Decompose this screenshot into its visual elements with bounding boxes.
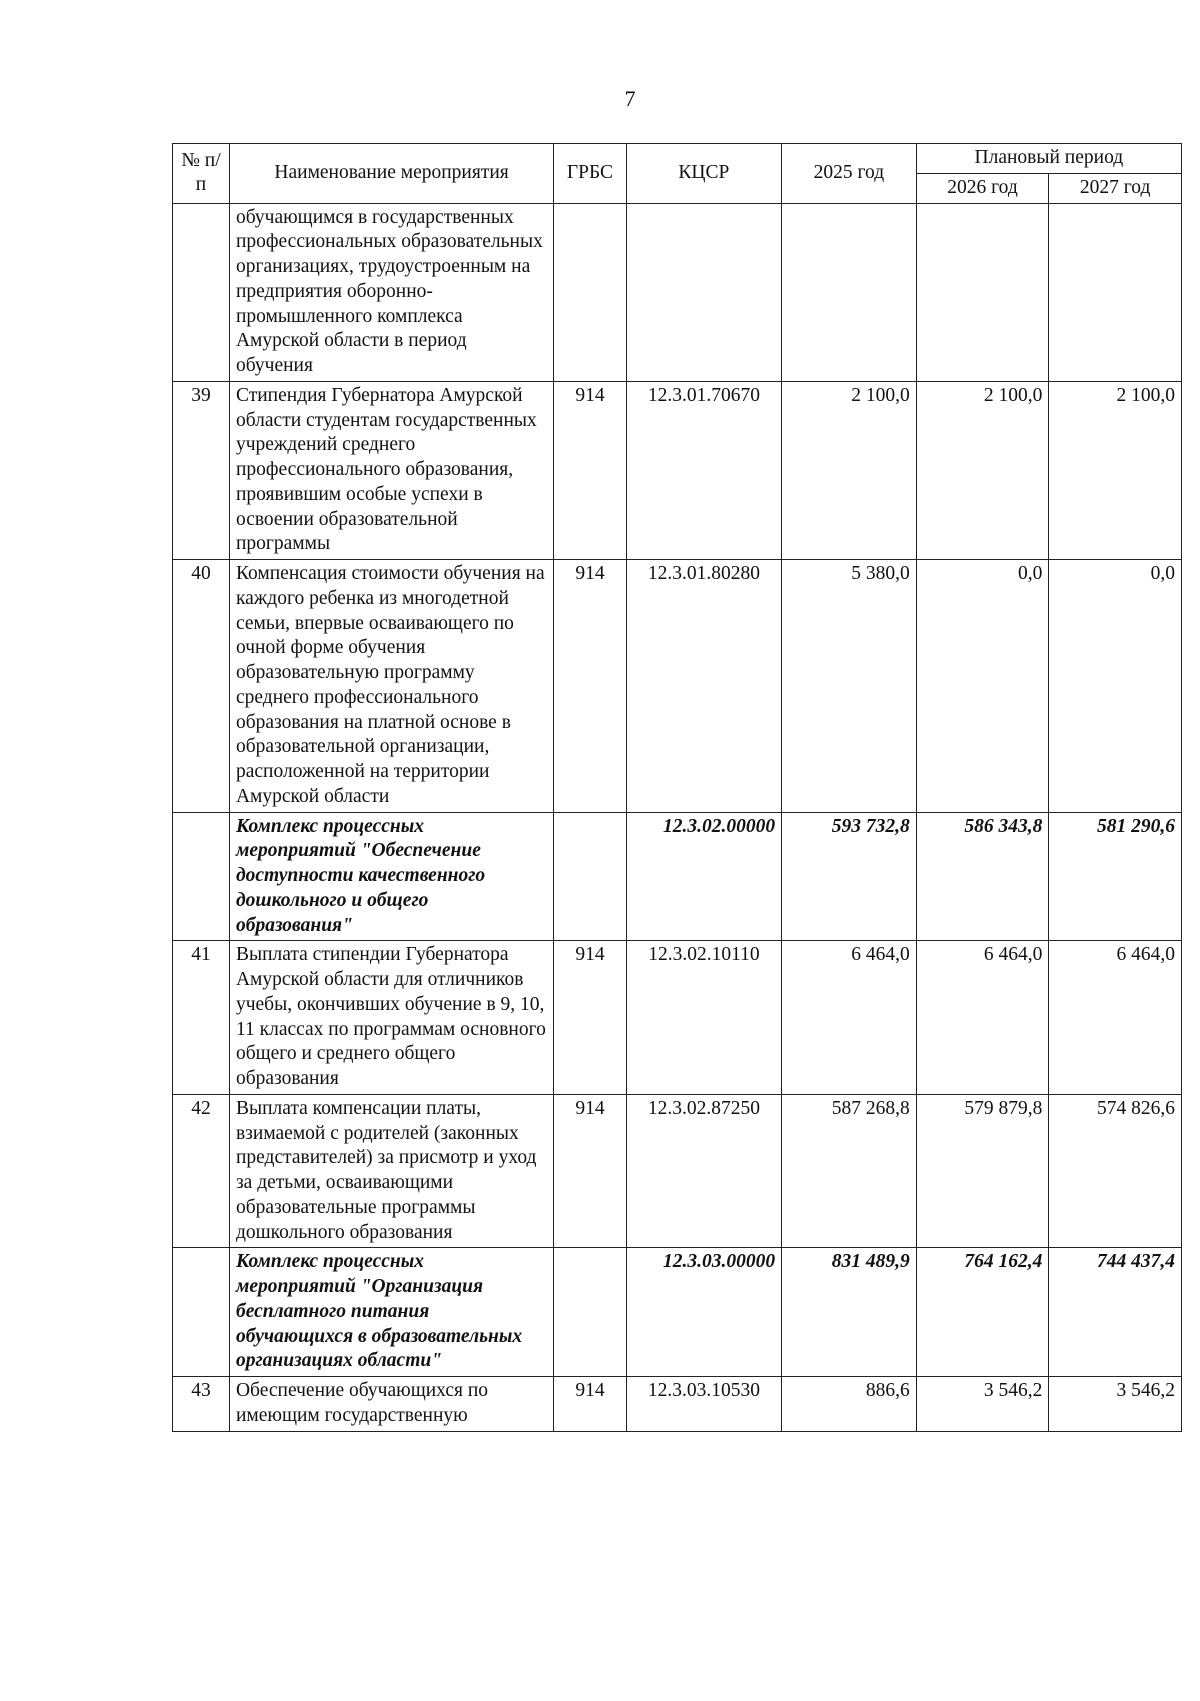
row-grbs <box>554 1248 627 1377</box>
row-2026: 0,0 <box>916 560 1049 813</box>
row-2026: 6 464,0 <box>916 941 1049 1095</box>
row-2027: 6 464,0 <box>1049 941 1182 1095</box>
row-kcsr: 12.3.02.10110 <box>626 941 781 1095</box>
row-name: Компенсация стоимости обучения на каждого ребенка из многодетной семьи, впервые осваивающего по очной форме обучения образовательную программу среднего профессионального образования на платной основе в образовательной организации, расположенной на территории Амурской области <box>229 560 553 813</box>
row-2025 <box>782 203 917 381</box>
row-2025: 831 489,9 <box>782 1248 917 1377</box>
row-2026: 579 879,8 <box>916 1094 1049 1248</box>
row-2025: 886,6 <box>782 1377 917 1432</box>
row-name: Выплата компенсации платы, взимаемой с родителей (законных представителей) за присмотр и уход за детьми, осваивающими образовательные программы дошкольного образования <box>229 1094 553 1248</box>
row-2026: 2 100,0 <box>916 381 1049 559</box>
row-name: обучающимся в государственных профессиональных образовательных организациях, трудоустроенным на предприятия оборонно-промышленного комплекса Амурской области в период обучения <box>229 203 553 381</box>
row-num <box>173 812 230 941</box>
row-name: Комплекс процессных мероприятий "Обеспечение доступности качественного дошкольного и общего образования" <box>229 812 553 941</box>
row-num <box>173 203 230 381</box>
row-kcsr <box>626 203 781 381</box>
table-row <box>173 381 1182 559</box>
complex-subtotal-row <box>173 1248 1182 1377</box>
row-2027: 581 290,6 <box>1049 812 1182 941</box>
row-2027: 2 100,0 <box>1049 381 1182 559</box>
row-2026: 586 343,8 <box>916 812 1049 941</box>
header-name: Наименование мероприятия <box>229 144 553 204</box>
header-kcsr: КЦСР <box>626 144 781 204</box>
table-row <box>173 560 1182 813</box>
row-grbs <box>554 812 627 941</box>
row-num: 39 <box>173 381 230 559</box>
row-grbs: 914 <box>554 1377 627 1432</box>
row-2026: 3 546,2 <box>916 1377 1049 1432</box>
row-2025: 587 268,8 <box>782 1094 917 1248</box>
complex-subtotal-row <box>173 812 1182 941</box>
budget-table <box>172 143 1182 1432</box>
row-num: 43 <box>173 1377 230 1432</box>
row-2025: 5 380,0 <box>782 560 917 813</box>
row-grbs <box>554 203 627 381</box>
row-2027: 3 546,2 <box>1049 1377 1182 1432</box>
table-row <box>173 941 1182 1095</box>
row-2027: 574 826,6 <box>1049 1094 1182 1248</box>
row-kcsr: 12.3.03.00000 <box>626 1248 781 1377</box>
row-name: Обеспечение обучающихся по имеющим государственную <box>229 1377 553 1432</box>
table-row <box>173 1094 1182 1248</box>
header-2025: 2025 год <box>782 144 917 204</box>
header-2026: 2026 год <box>916 173 1049 203</box>
header-plan-period: Плановый период <box>916 144 1181 174</box>
header-2027: 2027 год <box>1049 173 1182 203</box>
row-name: Выплата стипендии Губернатора Амурской области для отличников учебы, окончивших обучение в 9, 10, 11 классах по программам основного общего и среднего общего образования <box>229 941 553 1095</box>
row-grbs: 914 <box>554 941 627 1095</box>
row-name: Комплекс процессных мероприятий "Организация бесплатного питания обучающихся в образовательных организациях области" <box>229 1248 553 1377</box>
row-kcsr: 12.3.02.87250 <box>626 1094 781 1248</box>
page-number: 7 <box>624 86 636 111</box>
row-name: Стипендия Губернатора Амурской области студентам государственных учреждений среднего профессионального образования, проявившим особые успехи в освоении образовательной программы <box>229 381 553 559</box>
row-2025: 6 464,0 <box>782 941 917 1095</box>
table-row <box>173 203 1182 381</box>
row-num: 41 <box>173 941 230 1095</box>
row-num <box>173 1248 230 1377</box>
row-2026 <box>916 203 1049 381</box>
row-num: 42 <box>173 1094 230 1248</box>
row-grbs: 914 <box>554 560 627 813</box>
row-kcsr: 12.3.01.70670 <box>626 381 781 559</box>
header-grbs: ГРБС <box>554 144 627 204</box>
table-row <box>173 1377 1182 1432</box>
row-2026: 764 162,4 <box>916 1248 1049 1377</box>
row-kcsr: 12.3.01.80280 <box>626 560 781 813</box>
row-2025: 2 100,0 <box>782 381 917 559</box>
row-kcsr: 12.3.02.00000 <box>626 812 781 941</box>
header-num: № п/п <box>173 144 230 204</box>
row-kcsr: 12.3.03.10530 <box>626 1377 781 1432</box>
row-2027 <box>1049 203 1182 381</box>
row-2027: 0,0 <box>1049 560 1182 813</box>
row-grbs: 914 <box>554 381 627 559</box>
row-grbs: 914 <box>554 1094 627 1248</box>
row-2025: 593 732,8 <box>782 812 917 941</box>
row-2027: 744 437,4 <box>1049 1248 1182 1377</box>
row-num: 40 <box>173 560 230 813</box>
